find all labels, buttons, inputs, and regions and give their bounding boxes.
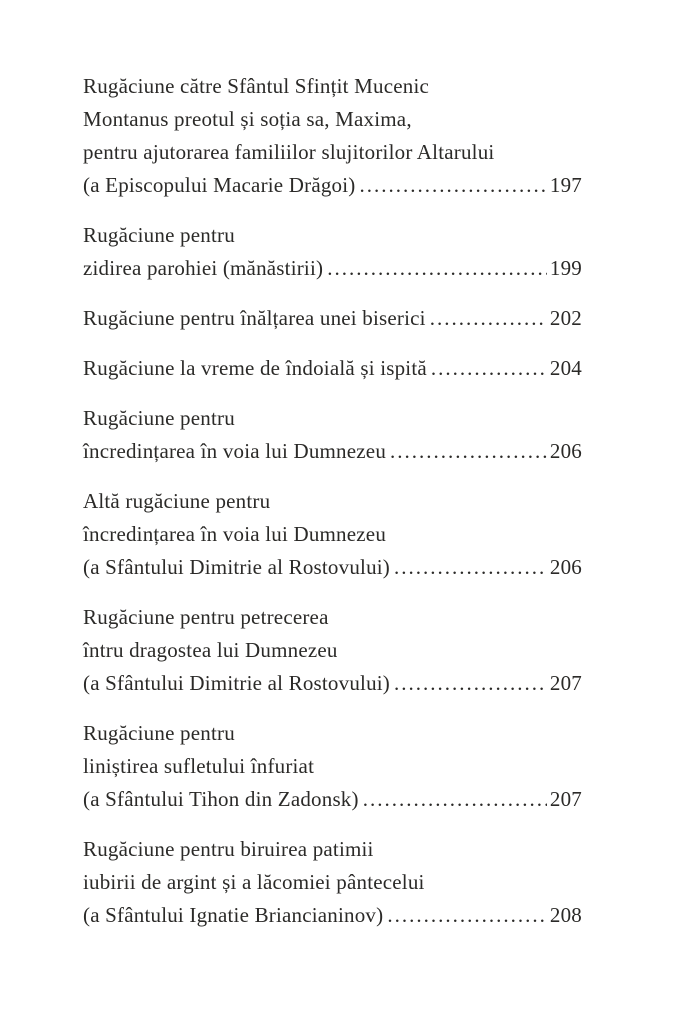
toc-page-number: 199 <box>549 256 582 280</box>
toc-entry <box>83 601 582 700</box>
toc-entry-title-end: (a Sfântului Tihon din Zadonsk) <box>83 787 359 811</box>
dot-leader <box>363 783 547 816</box>
toc-entry-final-line <box>83 435 582 468</box>
toc-page-number: 197 <box>549 173 582 197</box>
toc-page-number: 208 <box>549 903 582 927</box>
toc-entry-final-line <box>83 667 582 700</box>
toc-entry-line: Altă rugăciune pentru <box>83 489 271 513</box>
toc-entry-final-line <box>83 551 582 584</box>
toc-list <box>83 70 582 949</box>
toc-entry-line: Rugăciune pentru biruirea patimii <box>83 837 374 861</box>
toc-page-number: 206 <box>549 555 582 579</box>
toc-entry <box>83 717 582 816</box>
toc-entry-title-end: (a Sfântului Dimitrie al Rostovului) <box>83 555 390 579</box>
dot-leader <box>430 302 547 335</box>
toc-entry-line: Rugăciune pentru <box>83 406 235 430</box>
toc-entry <box>83 302 582 335</box>
toc-entry-final-line <box>83 252 582 285</box>
toc-entry-title-end: (a Sfântului Ignatie Briancianinov) <box>83 903 384 927</box>
dot-leader <box>394 667 547 700</box>
toc-entry-line: Rugăciune pentru <box>83 223 235 247</box>
dot-leader <box>394 551 547 584</box>
dot-leader <box>431 352 547 385</box>
toc-page-number: 202 <box>549 306 582 330</box>
toc-entry-line: întru dragostea lui Dumnezeu <box>83 638 338 662</box>
toc-entry-final-line <box>83 302 582 335</box>
toc-entry-line: Montanus preotul și soția sa, Maxima, <box>83 107 412 131</box>
toc-entry-line: liniștirea sufletului înfuriat <box>83 754 315 778</box>
toc-entry-line: Rugăciune către Sfântul Sfințit Mucenic <box>83 74 430 98</box>
toc-entry <box>83 402 582 468</box>
toc-entry-line: Rugăciune pentru <box>83 721 235 745</box>
toc-page-number: 207 <box>549 671 582 695</box>
toc-entry <box>83 485 582 584</box>
dot-leader <box>390 435 547 468</box>
toc-entry-title-end: Rugăciune pentru înălțarea unei biserici <box>83 306 426 330</box>
toc-entry-title-end: încredințarea în voia lui Dumnezeu <box>83 439 387 463</box>
toc-page-number: 206 <box>549 439 582 463</box>
toc-entry-line: pentru ajutorarea familiilor slujitorilor Altarului <box>83 140 495 164</box>
toc-entry-line: iubirii de argint și a lăcomiei pântecelui <box>83 870 425 894</box>
dot-leader <box>387 899 547 932</box>
toc-page-number: 204 <box>549 356 582 380</box>
toc-entry-title-end: (a Sfântului Dimitrie al Rostovului) <box>83 671 390 695</box>
toc-entry-final-line <box>83 169 582 202</box>
toc-entry-title-end: zidirea parohiei (mănăstirii) <box>83 256 324 280</box>
toc-entry-final-line <box>83 899 582 932</box>
dot-leader <box>359 169 546 202</box>
toc-page-number: 207 <box>549 787 582 811</box>
toc-entry <box>83 219 582 285</box>
toc-entry <box>83 833 582 932</box>
toc-entry-title-end: Rugăciune la vreme de îndoială și ispită <box>83 356 427 380</box>
dot-leader <box>327 252 547 285</box>
toc-entry-line: Rugăciune pentru petrecerea <box>83 605 329 629</box>
toc-entry <box>83 70 582 202</box>
toc-entry-final-line <box>83 783 582 816</box>
toc-entry-final-line <box>83 352 582 385</box>
toc-entry <box>83 352 582 385</box>
toc-entry-title-end: (a Episcopului Macarie Drăgoi) <box>83 173 356 197</box>
toc-entry-line: încredințarea în voia lui Dumnezeu <box>83 522 387 546</box>
